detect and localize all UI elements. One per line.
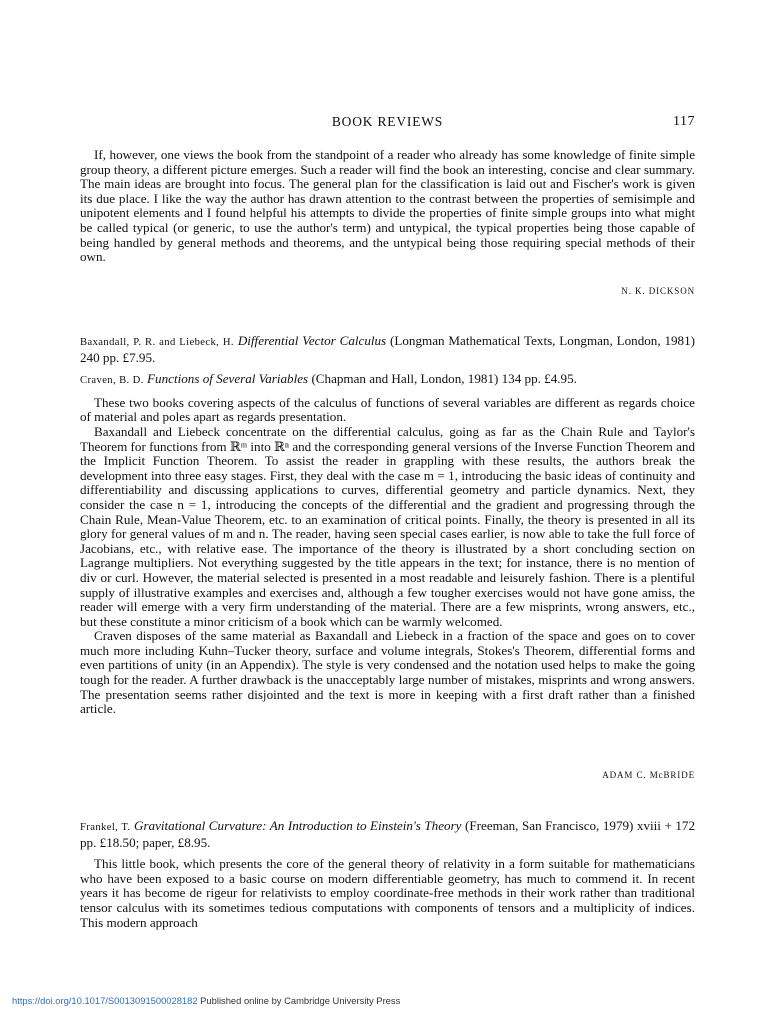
citation-authors: Craven, B. D. (80, 375, 144, 387)
book-citation (80, 819, 695, 850)
citation-authors: Frankel, T. (80, 822, 131, 833)
citation-authors: Baxandall, P. R. and Liebeck, H. (80, 337, 234, 348)
review-frankel (80, 819, 695, 930)
citation-details: (Longman Mathematical Texts, Longman, London, 1981) 240 pp. £7.95. (80, 333, 696, 365)
reviewer-signature: ADAM C. McBRIDE (602, 770, 695, 780)
book-citation (80, 334, 695, 365)
review-dickson (80, 148, 695, 265)
page-number: 117 (673, 114, 695, 129)
review-paragraph: Craven disposes of the same material as Baxandall and Liebeck in a fraction of the space and goes on to cover much more including Kuhn–Tucker theory, surface and volume integrals, Stokes's Theorem, differential forms and even partitions of unity (in an Appendix). The style is very condensed and the notation used helps to make the going tough for the reader. A further drawback is the unacceptably large number of mistakes, misprints and wrong answers. The presentation seems rather disjointed and the text is more in keeping with a first draft rather than a finished article. (80, 628, 695, 717)
reviewer-signature: N. K. DICKSON (621, 286, 695, 296)
doi-link[interactable]: https://doi.org/10.1017/S0013091500028182 (12, 995, 198, 1006)
footer (12, 995, 400, 1006)
citation-title: Functions of Several Variables (147, 371, 309, 387)
published-note: Published online by Cambridge University Press (197, 995, 401, 1006)
review-paragraph: These two books covering aspects of the calculus of functions of several variables are different as regards choice of material and poles apart as regards presentation. (80, 394, 695, 425)
citation-details: (Chapman and Hall, London, 1981) 134 pp. £4.95. (311, 371, 577, 387)
citation-title: Gravitational Curvature: An Introduction to Einstein's Theory (133, 818, 462, 833)
citation-title: Differential Vector Calculus (237, 333, 387, 348)
review-paragraph: Baxandall and Liebeck concentrate on the differential calculus, going as far as the Chain Rule and Taylor's Theorem for functions from ℝᵐ into ℝⁿ and the corresponding general versions of the Inverse Function Theorem and the Implicit Function Theorem. To assist the reader in grappling with these results, the authors break the development into three easy stages. First, they deal with the case m = 1, introducing the basic ideas of continuity and differentiability and discussing applications to curves, differential geometry and particle dynamics. Next, they consider the case n = 1, introducing the concepts of the differential and the gradient and progressing through the Chain Rule, Mean-Value Theorem, etc. to an examination of critical points. Finally, the theory is presented in all its glory for general values of m and n. The reader, having seen special cases earlier, is now able to take the full force of Jacobians, etc., with relative ease. The importance of the theory is illustrated by a short concluding section on Lagrange multipliers. Not everything suggested by the title appears in the text; for instance, there is no mention of div or curl. However, the material selected is presented in a most readable and leisurely fashion. There is a plentiful supply of illustrative examples and exercises and, although a few tougher exercises would not have gone amiss, the reader will emerge with a very firm understanding of the material. There are a few misprints, wrong answers, etc., but these constitute a minor criticism of a book which can be warmly welcomed. (80, 423, 695, 629)
book-citation (80, 372, 695, 389)
review-paragraph: If, however, one views the book from the standpoint of a reader who already has some knowledge of finite simple group theory, a different picture emerges. Such a reader will find the book an interesting, concise and clear summary. The main ideas are brought into focus. The general plan for the classification is laid out and Fischer's work is given its due place. I like the way the author has drawn attention to the contrast between the properties of semisimple and unipotent elements and I found helpful his attempts to divide the properties of finite simple groups into what might be called typical (or generic, to use the author's term) and untypical, the typical properties being those capable of being handled by general methods and theorems, and the untypical being those requiring special methods of their own. (80, 147, 695, 265)
review-mcbride (80, 334, 695, 717)
review-paragraph: This little book, which presents the core of the general theory of relativity in a form suitable for mathematicians who have been exposed to a basic course on modern differentiable geometry, has much to commend it. In recent years it has become de rigeur for relativists to employ coordinate-free methods in their work rather than traditional tensor calculus with its sometimes tedious computations with components of tensors and a multiplicity of indices. This modern approach (80, 856, 695, 930)
citation-details: (Freeman, San Francisco, 1979) xviii + 172 pp. £18.50; paper, £8.95. (80, 818, 695, 850)
running-head (80, 114, 695, 130)
running-head-title: BOOK REVIEWS (331, 114, 444, 129)
